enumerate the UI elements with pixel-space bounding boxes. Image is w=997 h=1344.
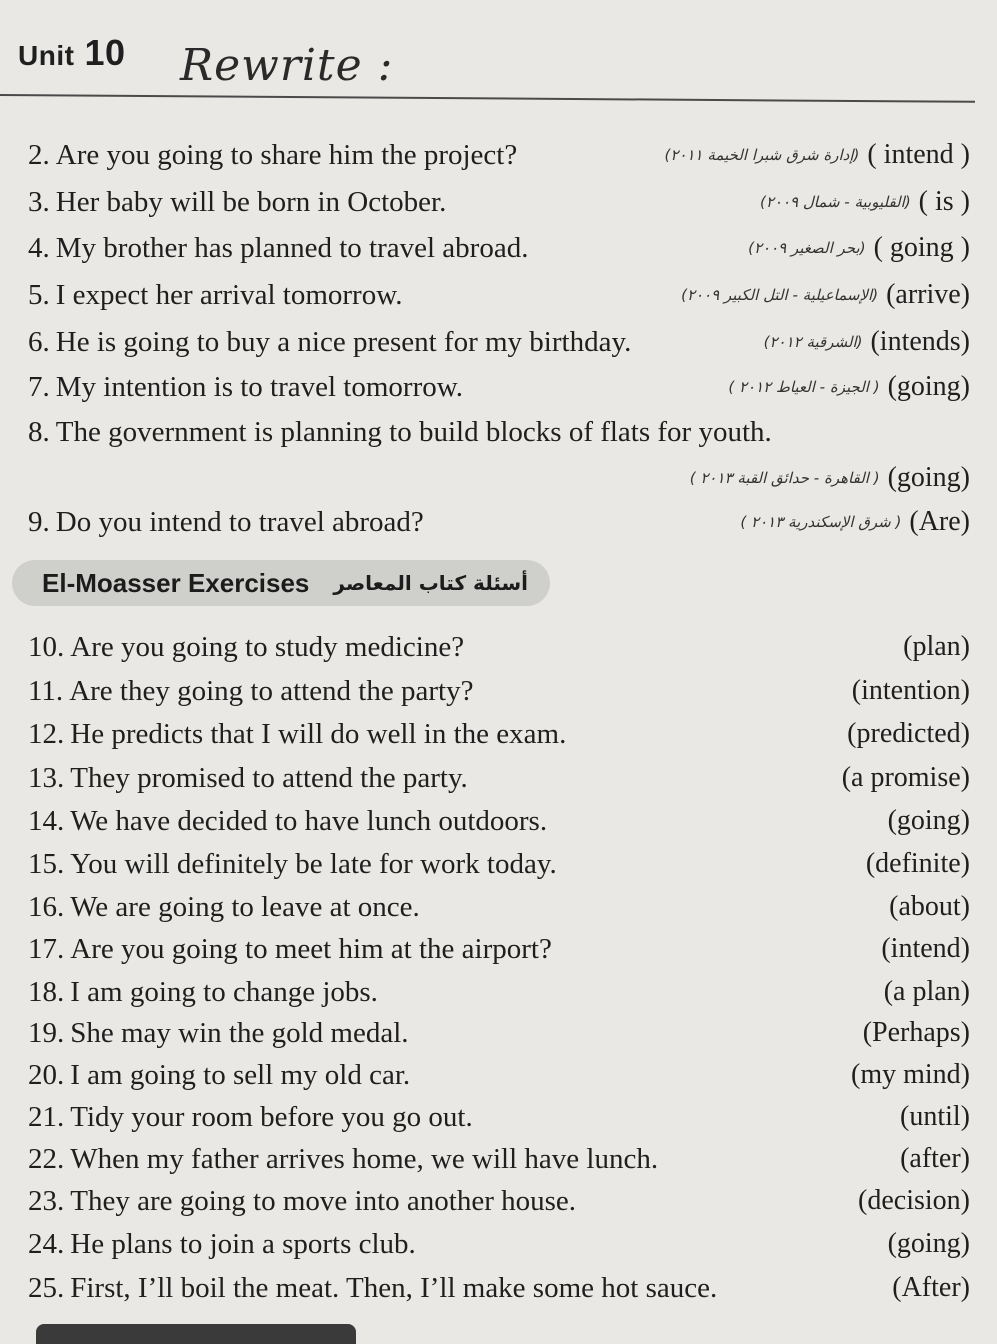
exercise-sentence: I expect her arrival tomorrow. [55, 278, 403, 311]
exercise-number: 2. [28, 138, 50, 171]
hint-word: (Perhaps) [862, 1017, 970, 1048]
exercise-sentence: When my father arrives home, we will have lunch. [70, 1142, 659, 1175]
exercise-sentence: You will definitely be late for work today. [70, 847, 557, 880]
exercise-row-8 [28, 412, 970, 452]
exercise-number: 18. [28, 975, 65, 1008]
exercise-row-11 [28, 671, 970, 711]
hint-word: ( is ) [918, 186, 970, 217]
exercise-sentence: He is going to buy a nice present for my birthday. [55, 325, 632, 358]
section-header-band [12, 560, 550, 606]
hint-word: (definite) [865, 848, 970, 879]
next-section-band [36, 1324, 356, 1344]
exercise-sentence: I am going to change jobs. [70, 975, 378, 1008]
exercise-sentence: First, I’ll boil the meat. Then, I’ll make some hot sauce. [70, 1271, 718, 1304]
exercise-number: 4. [28, 231, 50, 264]
exercise-row-7 [28, 367, 970, 407]
exercise-number: 5. [28, 278, 50, 311]
exercise-number: 10. [28, 630, 65, 663]
hint-word: (going) [887, 805, 970, 836]
exercise-number: 6. [28, 325, 50, 358]
hint-word: (until) [900, 1101, 970, 1132]
exercise-row-3 [28, 182, 970, 222]
exercise-sentence: Are you going to study medicine? [70, 630, 465, 663]
exercise-number: 24. [28, 1227, 65, 1260]
hint-word: (about) [889, 891, 970, 922]
exercise-row-12 [28, 714, 970, 754]
exercise-number: 20. [28, 1058, 65, 1091]
exam-source: (إدارة شرق شبرا الخيمة ٢٠١١) [664, 146, 860, 164]
exercise-row-23 [28, 1181, 970, 1221]
exercise-number: 17. [28, 932, 65, 965]
exercise-sentence: She may win the gold medal. [70, 1016, 409, 1049]
exercise-number: 7. [28, 370, 50, 403]
hint-word: (a promise) [841, 762, 970, 793]
exercise-number: 25. [28, 1271, 65, 1304]
unit-heading [18, 32, 125, 74]
hint-word: (going) [887, 371, 970, 402]
exercise-number: 15. [28, 847, 65, 880]
exercise-row-16 [28, 887, 970, 927]
exercise-row-24 [28, 1224, 970, 1264]
hint-word: (a plan) [883, 976, 970, 1007]
hint-word: (after) [900, 1143, 970, 1174]
exercise-sentence: He plans to join a sports club. [70, 1227, 416, 1260]
section-title: El-Moasser Exercises [42, 567, 310, 598]
exercise-row-15 [28, 844, 970, 884]
exercise-row-22 [28, 1139, 970, 1179]
exercise-number: 11. [28, 674, 64, 707]
exam-source: (القليوبية - شمال ٢٠٠٩) [759, 193, 911, 211]
exercise-number: 12. [28, 717, 65, 750]
exercise-sentence: Tidy your room before you go out. [70, 1100, 473, 1133]
exercise-sentence: We have decided to have lunch outdoors. [70, 804, 548, 837]
exercise-row-21 [28, 1097, 970, 1137]
exercise-number: 9. [28, 505, 50, 538]
exercise-number: 16. [28, 890, 65, 923]
exercise-number: 21. [28, 1100, 65, 1133]
handwritten-underline [0, 94, 975, 103]
exercise-number: 14. [28, 804, 65, 837]
exercise-row-17 [28, 929, 970, 969]
exercise-sentence: I am going to sell my old car. [70, 1058, 411, 1091]
exercise-row-14 [28, 801, 970, 841]
hint-word: (going) [887, 462, 970, 493]
handwritten-rewrite-note: Rewrite : [180, 40, 394, 91]
hint-word: ( intend ) [867, 139, 970, 170]
exercise-sentence: He predicts that I will do well in the exam. [70, 717, 567, 750]
exercise-sentence: They promised to attend the party. [70, 761, 468, 794]
hint-word: (intention) [851, 675, 970, 706]
hint-word: (Are) [909, 506, 970, 537]
exercise-row-2 [28, 135, 970, 175]
exam-source: ( القاهرة - حدائق القبة ٢٠١٣ ) [689, 469, 880, 487]
hint-word: (predicted) [847, 718, 970, 749]
exam-source: ( شرق الإسكندرية ٢٠١٣ ) [740, 513, 902, 531]
exercise-row-20 [28, 1055, 970, 1095]
exercise-row-6 [28, 322, 970, 362]
exercise-sentence: They are going to move into another house. [70, 1184, 577, 1217]
exercise-sentence: The government is planning to build blocks of flats for youth. [55, 415, 772, 448]
exercise-row-10 [28, 627, 970, 667]
exercise-row-4 [28, 228, 970, 268]
hint-word: (plan) [903, 631, 970, 662]
unit-word: Unit [18, 40, 75, 71]
hint-word: (going) [887, 1228, 970, 1259]
exercise-row-13 [28, 758, 970, 798]
exercise-row-9 [28, 502, 970, 542]
exercise-number: 8. [28, 415, 50, 448]
exam-source: (الإسماعيلية - التل الكبير ٢٠٠٩) [681, 286, 879, 304]
hint-word: (decision) [858, 1185, 970, 1216]
exercise-row-25 [28, 1268, 970, 1308]
exercise-number: 23. [28, 1184, 65, 1217]
exercise-number: 13. [28, 761, 65, 794]
exercise-sentence: My intention is to travel tomorrow. [55, 370, 464, 403]
exercise-sentence: Are you going to share him the project? [55, 138, 518, 171]
exam-source: ( الجيزة - العياط ٢٠١٢ ) [728, 378, 880, 396]
exam-source: (بحر الصغير ٢٠٠٩) [748, 239, 866, 257]
hint-word: (After) [892, 1272, 970, 1303]
exercise-row-19 [28, 1013, 970, 1053]
exercise-row-8-source [28, 458, 970, 498]
hint-word: (arrive) [886, 279, 970, 310]
exercise-number: 19. [28, 1016, 65, 1049]
exercise-sentence: My brother has planned to travel abroad. [55, 231, 529, 264]
exercise-number: 22. [28, 1142, 65, 1175]
exercise-row-18 [28, 972, 970, 1012]
section-arabic-title: أسئلة كتاب المعاصر [333, 571, 529, 595]
exercise-sentence: Her baby will be born in October. [55, 185, 447, 218]
hint-word: ( going ) [873, 232, 970, 263]
exercise-sentence: Are they going to attend the party? [69, 674, 474, 707]
unit-number: 10 [84, 32, 126, 73]
hint-word: (intends) [870, 326, 970, 357]
hint-word: (my mind) [851, 1059, 970, 1090]
exam-source: (الشرقية ٢٠١٢) [763, 333, 863, 351]
exercise-sentence: We are going to leave at once. [70, 890, 420, 923]
exercise-number: 3. [28, 185, 50, 218]
exercise-row-5 [28, 275, 970, 315]
hint-word: (intend) [881, 933, 970, 964]
exercise-sentence: Do you intend to travel abroad? [55, 505, 424, 538]
exercise-sentence: Are you going to meet him at the airport? [70, 932, 552, 965]
